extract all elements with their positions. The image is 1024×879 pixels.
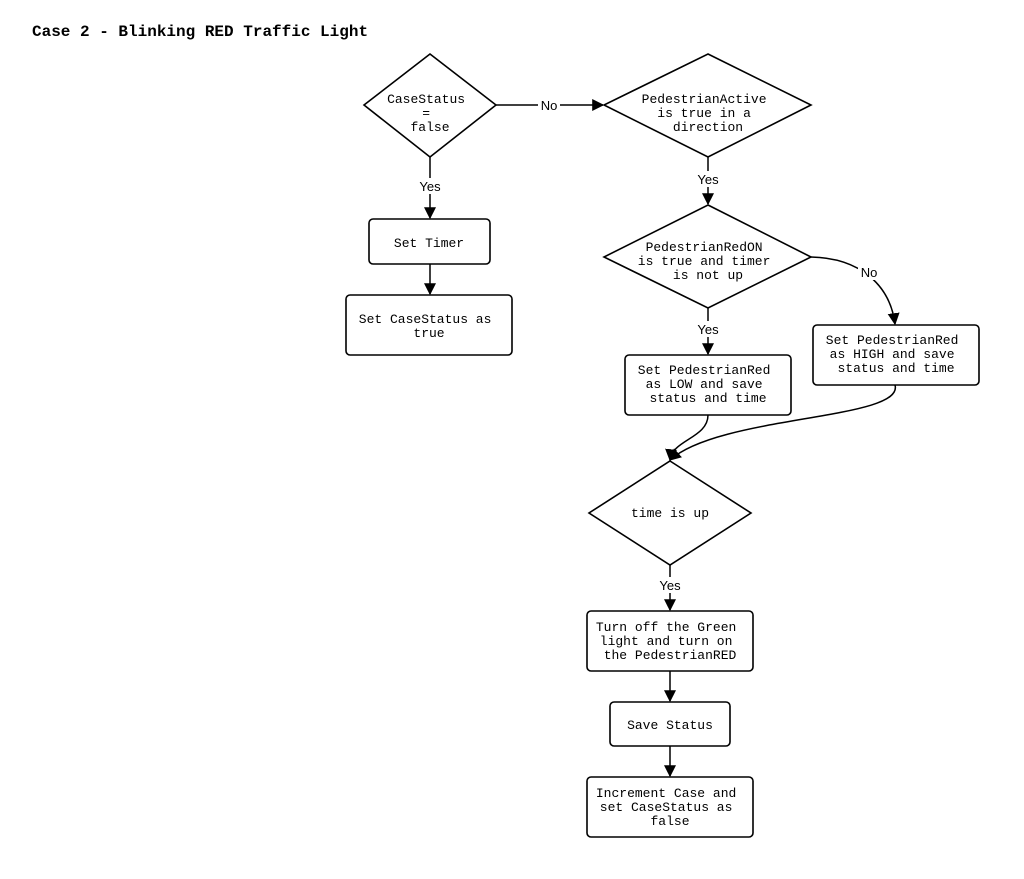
diagram-title: Case 2 - Blinking RED Traffic Light (32, 23, 369, 41)
decision-pedestrian-red-on-label: PedestrianRedON is true and timer is not up (637, 240, 771, 283)
edge-label-pedestrian-active-yes (694, 171, 722, 187)
process-turn-off-green (587, 611, 753, 671)
svg-text:Yes: Yes (419, 179, 441, 194)
svg-text:Yes: Yes (697, 172, 719, 187)
svg-text:Yes: Yes (659, 578, 681, 593)
svg-text:No: No (540, 98, 558, 113)
edge-label-red-on-yes (694, 321, 722, 337)
decision-time-is-up-label: time is up (630, 506, 710, 521)
process-increment-case (587, 777, 753, 837)
edge-red-low-to-time-up (670, 415, 708, 460)
decision-pedestrian-active (604, 54, 811, 157)
process-set-timer (369, 219, 490, 264)
process-set-red-high (813, 325, 979, 385)
process-save-status (610, 702, 730, 746)
process-turn-off-green-label: Turn off the Green light and turn on the PedestrianRED (595, 620, 737, 663)
process-save-status-label: Save Status (627, 718, 713, 733)
decision-pedestrian-red-on (604, 205, 811, 308)
process-set-case-status-true-label: Set CaseStatus as true (358, 312, 492, 341)
process-set-red-high-label: Set PedestrianRed as HIGH and save status and time (825, 333, 959, 376)
process-set-red-low (625, 355, 791, 415)
edge-red-on-no (811, 257, 895, 324)
edge-label-case-status-no (538, 97, 560, 113)
decision-case-status-false-label: CaseStatus = false (387, 92, 466, 135)
process-set-red-low-label: Set PedestrianRed as LOW and save status and time (637, 363, 771, 406)
edge-label-red-on-no (858, 264, 880, 280)
svg-text:Yes: Yes (697, 322, 719, 337)
svg-text:No: No (860, 265, 878, 280)
decision-case-status-false (364, 54, 496, 157)
edge-label-case-status-yes (416, 178, 444, 194)
process-set-timer-label: Set Timer (393, 236, 465, 251)
process-increment-case-label: Increment Case and set CaseStatus as false (595, 786, 737, 829)
process-set-case-status-true (346, 295, 512, 355)
decision-pedestrian-active-label: PedestrianActive is true in a direction (641, 92, 767, 135)
edge-label-time-up-yes (656, 577, 684, 593)
decision-time-is-up (589, 461, 751, 565)
